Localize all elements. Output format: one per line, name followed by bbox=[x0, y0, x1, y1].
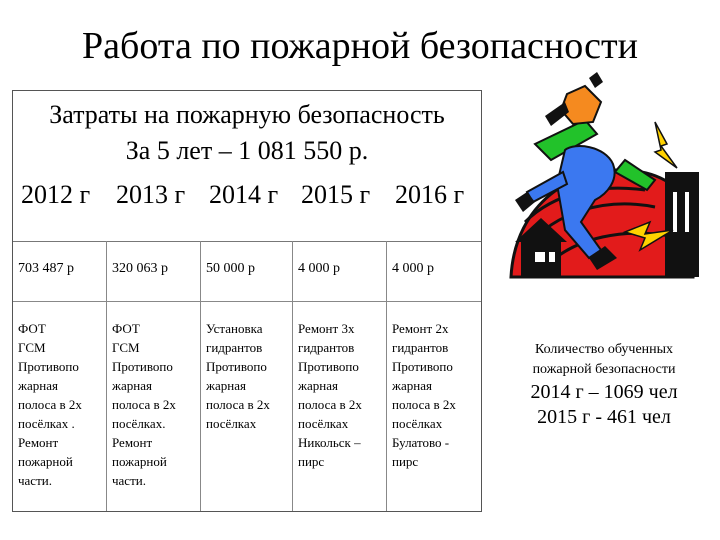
item-line: посёлках. bbox=[112, 416, 166, 431]
items-2012 bbox=[18, 319, 82, 490]
items-2013 bbox=[112, 319, 176, 490]
page-title: Работа по пожарной безопасности bbox=[82, 25, 638, 67]
item-line: пирс bbox=[392, 454, 419, 469]
item-line: жарная bbox=[18, 378, 58, 393]
item-line: Противопо bbox=[206, 359, 267, 374]
item-line: ФОТ bbox=[112, 321, 140, 336]
item-line: полоса в 2х bbox=[18, 397, 82, 412]
item-line: пожарной bbox=[18, 454, 73, 469]
fire-safety-clipart-icon bbox=[505, 72, 705, 290]
table-header bbox=[13, 91, 481, 242]
column-divider bbox=[200, 241, 201, 511]
item-line: посёлках bbox=[392, 416, 443, 431]
item-line: гидрантов bbox=[392, 340, 449, 355]
header-line-2: За 5 лет – 1 081 550 р. bbox=[125, 136, 369, 165]
item-line: гидрантов bbox=[206, 340, 263, 355]
year-2012: 2012 г bbox=[21, 180, 91, 209]
item-line: пожарной bbox=[112, 454, 167, 469]
item-line: Булатово - bbox=[392, 435, 450, 450]
item-line: Ремонт 3х bbox=[298, 321, 355, 336]
column-divider bbox=[292, 241, 293, 511]
amount-2015: 4 000 р bbox=[298, 261, 340, 276]
item-line: жарная bbox=[298, 378, 338, 393]
year-2013: 2013 г bbox=[116, 180, 186, 209]
item-line: жарная bbox=[112, 378, 152, 393]
amount-2012: 703 487 р bbox=[18, 261, 74, 276]
item-line: части. bbox=[18, 473, 52, 488]
item-line: полоса в 2х bbox=[392, 397, 456, 412]
column-divider bbox=[106, 241, 107, 511]
item-line: ГСМ bbox=[112, 340, 140, 355]
item-line: Противопо bbox=[298, 359, 359, 374]
item-line: гидрантов bbox=[298, 340, 355, 355]
row-divider bbox=[13, 301, 481, 302]
trained-2015: 2015 г - 461 чел bbox=[537, 406, 671, 428]
year-2016: 2016 г bbox=[395, 180, 465, 209]
item-line: полоса в 2х bbox=[112, 397, 176, 412]
trained-label-line-2: пожарной безопасности bbox=[532, 362, 676, 377]
item-line: Противопо bbox=[18, 359, 79, 374]
items-2016 bbox=[392, 319, 456, 471]
trained-count-note bbox=[492, 340, 716, 430]
item-line: пирс bbox=[298, 454, 325, 469]
item-line: посёлках bbox=[206, 416, 257, 431]
items-2014 bbox=[206, 319, 270, 433]
item-line: жарная bbox=[392, 378, 432, 393]
trained-label-line-1: Количество обученных bbox=[534, 342, 674, 357]
item-line: Установка bbox=[206, 321, 263, 336]
item-line: Никольск – bbox=[298, 435, 361, 450]
items-2015 bbox=[298, 319, 362, 471]
item-line: жарная bbox=[206, 378, 246, 393]
item-line: посёлках bbox=[298, 416, 349, 431]
item-line: части. bbox=[112, 473, 146, 488]
item-line: ФОТ bbox=[18, 321, 46, 336]
header-line-1: Затраты на пожарную безопасность bbox=[49, 100, 445, 129]
item-line: посёлках . bbox=[18, 416, 75, 431]
amount-2016: 4 000 р bbox=[392, 261, 434, 276]
item-line: Противопо bbox=[112, 359, 173, 374]
item-line: полоса в 2х bbox=[298, 397, 362, 412]
item-line: Ремонт 2х bbox=[392, 321, 449, 336]
amount-2013: 320 063 р bbox=[112, 261, 168, 276]
fire-safety-costs-table bbox=[12, 90, 482, 512]
item-line: Противопо bbox=[392, 359, 453, 374]
year-2015: 2015 г bbox=[301, 180, 371, 209]
year-2014: 2014 г bbox=[209, 180, 279, 209]
trained-2014: 2014 г – 1069 чел bbox=[530, 381, 678, 403]
column-divider bbox=[386, 241, 387, 511]
item-line: Ремонт bbox=[112, 435, 153, 450]
amount-2014: 50 000 р bbox=[206, 261, 255, 276]
item-line: ГСМ bbox=[18, 340, 46, 355]
item-line: Ремонт bbox=[18, 435, 59, 450]
years-row bbox=[13, 177, 481, 217]
item-line: полоса в 2х bbox=[206, 397, 270, 412]
